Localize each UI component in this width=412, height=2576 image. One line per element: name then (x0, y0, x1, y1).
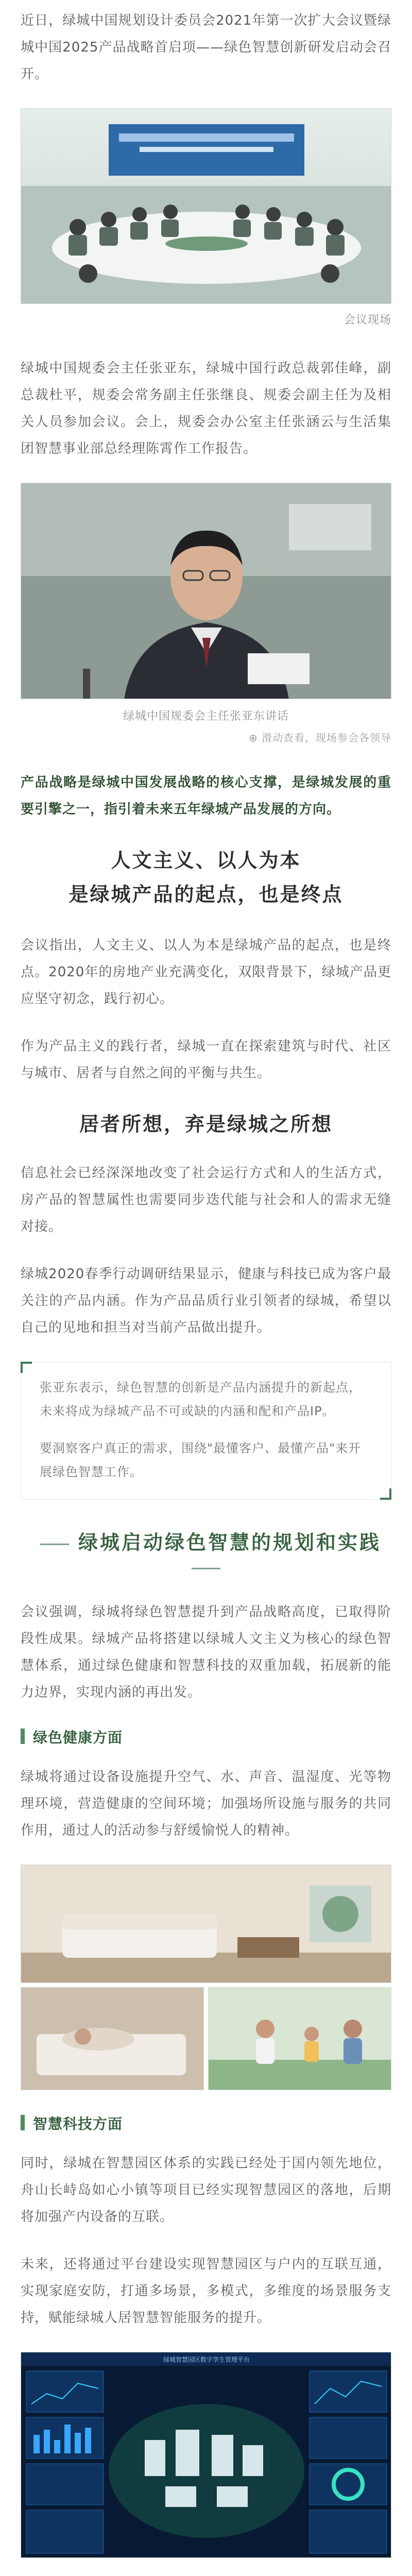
quote-title-humanism (21, 843, 391, 911)
survey-paragraph: 绿城2020春季行动调研结果显示，健康与科技已成为客户最关注的产品内涵。作为产品品质行业引领者的绿城，希望以自己的见地和担当对当前产品做出提升。 (21, 1266, 391, 1335)
meeting-room-illustration (21, 109, 391, 304)
quote-title-line1: 人文主义、以人为本 (111, 849, 301, 872)
living-room-illustration (21, 1865, 391, 1983)
meeting-photo-caption: 会议现场 (344, 314, 391, 327)
quote-title-line2: 是绿城产品的起点，也是终点 (68, 883, 344, 906)
meeting-photo (21, 108, 391, 304)
sub-heading-green-health: 绿色健康方面 (33, 1726, 391, 1747)
top-spacer (0, 0, 412, 7)
smart-park-paragraph: 同时，绿城在智慧园区体系的实践已经处于国内领先地位，舟山长峙岛如心小镇等项目已经实现智慧园区的落地，后期将加强产内设备的互联。 (21, 2156, 391, 2225)
smart-dashboard-image (21, 2352, 391, 2558)
family-illustration (209, 1988, 391, 2090)
intro-paragraph: 近日，绿城中国规划设计委员会2021年第一次扩大会议暨绿城中国2025产品战略首启项——绿色智慧创新研发启动会召开。 (21, 13, 391, 82)
strategy-paragraph (21, 769, 391, 823)
bedroom-image (21, 1987, 204, 2090)
family-image (208, 1987, 391, 2090)
quote-box-para1: 张亚东表示，绿色智慧的创新是产品内涵提升的新起点，未来将成为绿城产品不可或缺的内涵和配和产品IP。 (40, 1380, 362, 1418)
green-health-paragraph: 绿城将通过设备设施提升空气、水、声音、温湿度、光等物理环境，营造健康的空间环境；加强场所设施与服务的共同作用，通过人的活动参与舒缓愉悦人的精神。 (21, 1769, 391, 1838)
living-room-image (21, 1865, 391, 1983)
speaker-illustration (21, 483, 391, 699)
speaker-photo (21, 483, 391, 699)
dashboard-title: 绿城智慧园区数字孪生管理平台 (163, 2356, 250, 2363)
quote-box (21, 1362, 391, 1500)
quote-box-para2: 要洞察客户真正的需求，围绕"最懂客户、最懂产品"来开展绿色智慧工作。 (40, 1441, 362, 1479)
strategy-heights-paragraph: 会议强调，绿城将绿色智慧提升到产品战略高度，已取得阶段性成果。绿城产品将搭建以绿城人文主义为核心的绿色智慧体系，通过绿色健康和智慧科技的双重加载，拓展新的能力边界，实现内涵的再出发。 (21, 1604, 391, 1700)
information-society-paragraph: 信息社会已经深深地改变了社会运行方式和人的生活方式，房产品的智慧属性也需要同步迭代能与社会和人的需求无缝对接。 (21, 1165, 391, 1234)
platform-paragraph: 未来，还将通过平台建设实现智慧园区与户内的互联互通，实现家庭安防，打通多场景，多模式，多维度的场景服务支持，赋能绿城人居智慧智能服务的提升。 (21, 2257, 391, 2326)
slide-hint[interactable]: ⊕ 滑动查看，现场参会各领导 (248, 732, 391, 744)
quote-title-resident: 居者所想，弃是绿城之所想 (79, 1112, 333, 1136)
article-body (21, 7, 391, 2576)
bedroom-illustration (21, 1988, 204, 2090)
strategy-bold: 产品战略是绿城中国发展战略的核心支撑，是绿城发展的重要引擎之一，指引着未来五年绿城产品发展的方向。 (21, 775, 391, 817)
dashboard-illustration (21, 2352, 391, 2558)
section-heading-green-smart: 绿城启动绿色智慧的规划和实践 (21, 1527, 391, 1578)
spacer (21, 2558, 391, 2576)
green-health-images (21, 1865, 391, 2090)
balance-paragraph: 作为产品主义的践行者，绿城一直在探索建筑与时代、社区与城市、居者与自然之间的平衡与共生。 (21, 1039, 391, 1081)
speaker-photo-caption: 绿城中国规委会主任张亚东讲话 (123, 710, 289, 723)
humanism-paragraph: 会议指出，人文主义、以人为本是绿城产品的起点，也是终点。2020年的房地产业充满变化，双限背景下，绿城产品更应坚守初念，践行初心。 (21, 938, 391, 1007)
sub-heading-smart-tech: 智慧科技方面 (33, 2113, 391, 2133)
attendees-paragraph: 绿城中国规委会主任张亚东，绿城中国行政总裁郭佳峰，副总裁杜平，规委会常务副主任张继良、规委会副主任为及相关人员参加会议。会上，规委会办公室主任张涵云与生活集团智慧事业部总经理陈霄作工作报告。 (21, 361, 391, 456)
